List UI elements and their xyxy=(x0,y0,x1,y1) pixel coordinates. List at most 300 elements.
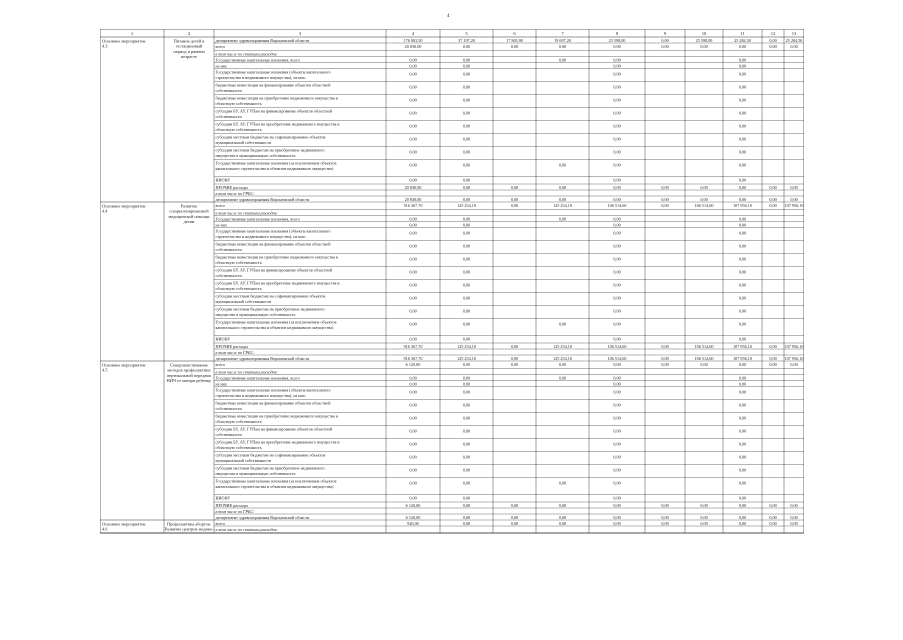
zero-cell: 0,00 xyxy=(738,415,747,421)
zero-cell: 0,00 xyxy=(409,57,417,63)
column-header: 10 xyxy=(701,31,707,36)
zero-cell: 0,00 xyxy=(409,136,417,142)
zero-cell: 0,00 xyxy=(462,415,471,421)
value-cell: 0,00 xyxy=(462,502,471,508)
value-cell: 0,00 xyxy=(661,355,669,361)
zero-cell: 0,00 xyxy=(738,495,747,501)
zero-cell: 0,00 xyxy=(738,123,747,129)
block-name-line: Совершенствование xyxy=(170,362,208,368)
source-label-cont: имущества в муниципальную собственность xyxy=(215,311,296,317)
column-header: 3 xyxy=(298,31,302,36)
zero-cell: 0,00 xyxy=(462,282,471,288)
source-label: Государственные капитальные вложения (за исключением объектов xyxy=(215,160,337,166)
zero-cell: 0,00 xyxy=(613,97,621,103)
zero-cell: 0,00 xyxy=(462,97,471,103)
zero-cell: 0,00 xyxy=(462,402,471,408)
block-kind: Основное мероприятие xyxy=(102,38,146,44)
zero-cell: 0,00 xyxy=(738,454,747,460)
column-header: 1 xyxy=(130,31,134,36)
zero-cell: 0,00 xyxy=(558,216,567,222)
zero-cell: 0,00 xyxy=(738,63,747,69)
value-cell: 37 197,20 xyxy=(458,37,475,43)
block-name-line: методов профилактики xyxy=(167,367,211,373)
zero-cell: 0,00 xyxy=(462,162,471,168)
value-cell: 0,00 xyxy=(510,343,519,349)
zero-cell: 0,00 xyxy=(738,467,747,473)
block-name-line: ВИЧ от матери ребенку xyxy=(166,378,212,384)
zero-cell: 0,00 xyxy=(613,389,621,395)
value-cell: 0,00 xyxy=(510,203,519,208)
zero-cell: 0,00 xyxy=(462,123,471,129)
value-cell: 0,00 xyxy=(790,502,798,508)
zero-cell: 0,00 xyxy=(613,381,621,387)
zero-cell: 0,00 xyxy=(409,454,417,460)
zero-cell: 0,00 xyxy=(462,428,471,434)
value-cell: 920,00 xyxy=(407,520,419,526)
page-number: 4 xyxy=(447,14,450,19)
value-cell: 0,00 xyxy=(738,514,747,520)
zero-cell: 0,00 xyxy=(613,495,621,501)
block-name-line: Профилактика абортов. xyxy=(166,521,212,527)
source-label-cont: капитального строительства и объектов недвижимого имущества) xyxy=(215,165,334,171)
zero-cell: 0,00 xyxy=(409,495,417,501)
zero-cell: 0,00 xyxy=(462,243,471,249)
value-cell: 106 514,60 xyxy=(694,343,714,349)
source-label: в том числе по статьям расходов: xyxy=(215,527,278,532)
zero-cell: 0,00 xyxy=(462,71,471,77)
source-label: субсидии местным бюджетам на софинансирование объектов xyxy=(215,452,326,458)
value-cell: 0,00 xyxy=(661,196,669,202)
zero-cell: 0,00 xyxy=(462,375,471,381)
value-cell: 0,00 xyxy=(510,44,519,49)
value-cell: 0,00 xyxy=(738,196,747,202)
source-label: субсидии БУ, АУ, ГУПам на финансирование объектов областной xyxy=(215,108,333,114)
zero-cell: 0,00 xyxy=(462,480,471,486)
source-label: Государственные капитальные вложения (объекты капитального xyxy=(215,69,331,75)
value-cell: 176 903,50 xyxy=(403,37,423,43)
zero-cell: 0,00 xyxy=(613,480,621,486)
value-cell: 125 254,10 xyxy=(457,343,476,349)
zero-cell: 0,00 xyxy=(613,230,621,236)
source-label-cont: муниципальной собственности xyxy=(215,139,272,145)
source-label-cont: капитального строительства и объектов недвижимого имущества) xyxy=(215,324,334,330)
zero-cell: 0,00 xyxy=(738,162,747,168)
zero-cell: 0,00 xyxy=(409,441,417,447)
source-label: субсидии БУ, АУ, ГУПам на приобретение недвижимого имущества в xyxy=(215,121,340,127)
value-cell: 0,00 xyxy=(738,362,747,367)
value-cell: 25 598,00 xyxy=(608,37,626,43)
block-kind: Основное мероприятие xyxy=(102,521,146,527)
zero-cell: 0,00 xyxy=(558,480,567,486)
zero-cell: 0,00 xyxy=(462,467,471,473)
value-cell: 17 865,90 xyxy=(506,37,523,43)
source-label-cont: муниципальной собственности xyxy=(215,298,272,304)
value-cell: 0,00 xyxy=(790,514,798,520)
zero-cell: 0,00 xyxy=(738,336,747,342)
value-cell: 0,00 xyxy=(790,520,798,526)
value-cell: 0,00 xyxy=(558,44,567,49)
zero-cell: 0,00 xyxy=(613,467,621,473)
value-cell: 0,00 xyxy=(613,514,621,520)
source-label: всего xyxy=(215,44,225,49)
zero-cell: 0,00 xyxy=(613,256,621,262)
source-label: субсидии местным бюджетам на приобретение недвижимого xyxy=(215,147,325,153)
value-cell: 0,00 xyxy=(613,362,621,367)
zero-cell: 0,00 xyxy=(738,57,747,63)
source-label: из них xyxy=(215,63,228,69)
zero-cell: 0,00 xyxy=(613,63,621,69)
zero-cell: 0,00 xyxy=(409,321,417,327)
source-label: в том числе по статьям расходов: xyxy=(215,369,278,375)
source-label: Государственные капитальные вложения, всего xyxy=(215,375,300,381)
zero-cell: 0,00 xyxy=(409,177,417,183)
value-cell: 0,00 xyxy=(700,362,708,367)
block-name-line: возрасте xyxy=(181,54,197,60)
value-cell: 125 254,10 xyxy=(553,355,572,361)
value-cell: 0,00 xyxy=(510,502,519,508)
value-cell: 0,00 xyxy=(558,502,567,508)
source-label: департамент здравоохранения Воронежской области xyxy=(215,514,310,520)
zero-cell: 0,00 xyxy=(409,269,417,275)
value-cell: 106 514,60 xyxy=(607,203,627,208)
value-cell: 0,00 xyxy=(661,203,669,208)
zero-cell: 0,00 xyxy=(613,216,621,222)
value-cell: 0,00 xyxy=(769,44,777,49)
value-cell: 0,00 xyxy=(558,196,567,202)
zero-cell: 0,00 xyxy=(738,230,747,236)
value-cell: 6 120,00 xyxy=(405,502,421,508)
block-kind: Основное мероприятие xyxy=(102,362,146,368)
value-cell: 916 367,70 xyxy=(403,203,423,208)
value-cell: 0,00 xyxy=(790,362,798,367)
zero-cell: 0,00 xyxy=(738,269,747,275)
source-label: Государственные капитальные вложения, всего xyxy=(215,216,300,222)
value-cell: 0,00 xyxy=(769,514,777,520)
value-cell: 0,00 xyxy=(510,520,519,526)
column-header: 5 xyxy=(465,31,468,36)
zero-cell: 0,00 xyxy=(738,110,747,116)
value-cell: 0,00 xyxy=(462,514,471,520)
zero-cell: 0,00 xyxy=(738,375,747,381)
value-cell: 0,00 xyxy=(790,196,798,202)
value-cell: 0,00 xyxy=(558,362,567,367)
zero-cell: 0,00 xyxy=(409,123,417,129)
value-cell: 0,00 xyxy=(462,520,471,526)
zero-cell: 0,00 xyxy=(409,71,417,77)
zero-cell: 0,00 xyxy=(462,256,471,262)
zero-cell: 0,00 xyxy=(738,389,747,395)
column-header: 13 xyxy=(791,31,797,36)
value-cell: 0,00 xyxy=(769,184,777,190)
value-cell: 0,00 xyxy=(738,184,747,190)
zero-cell: 0,00 xyxy=(613,222,621,228)
source-label: субсидии местным бюджетам на софинансирование объектов xyxy=(215,293,326,299)
value-cell: 0,00 xyxy=(769,355,777,361)
source-label: в том числе по ГРБС: xyxy=(215,508,255,514)
value-cell: 0,00 xyxy=(790,44,798,49)
source-label: субсидии БУ, АУ, ГУПам на финансирование объектов областной xyxy=(215,267,333,273)
value-cell: 0,00 xyxy=(661,44,669,49)
block-name-line: период и раннем xyxy=(173,48,205,54)
value-cell: 0,00 xyxy=(661,514,669,520)
value-cell: 0,00 xyxy=(700,514,708,520)
zero-cell: 0,00 xyxy=(409,295,417,301)
zero-cell: 0,00 xyxy=(462,149,471,155)
source-label-cont: строительства и недвижимого имущества), из них: xyxy=(215,74,306,80)
value-cell: 106 514,60 xyxy=(694,355,714,361)
source-label: бюджетные инвестиции на приобретение недвижимого имущества в xyxy=(215,254,338,260)
zero-cell: 0,00 xyxy=(738,308,747,314)
source-label-cont: областную собственность xyxy=(215,126,262,132)
block-number: 4.4 xyxy=(102,208,108,214)
table-svg xyxy=(100,29,804,601)
source-label: департамент здравоохранения Воронежской области xyxy=(215,355,310,361)
source-label: субсидии БУ, АУ, ГУПам на финансирование объектов областной xyxy=(215,426,333,432)
source-label: департамент здравоохранения Воронежской области xyxy=(215,196,310,202)
value-cell: 107 956,10 xyxy=(784,203,804,208)
block-kind: Основное мероприятие xyxy=(102,203,146,209)
source-label: в том числе по ГРБС: xyxy=(215,190,255,196)
column-header: 2 xyxy=(187,31,191,36)
value-cell: 0,00 xyxy=(613,196,621,202)
source-label-cont: строительства и недвижимого имущества), из них: xyxy=(215,392,306,398)
zero-cell: 0,00 xyxy=(462,495,471,501)
zero-cell: 0,00 xyxy=(462,230,471,236)
value-cell: 916 367,70 xyxy=(403,343,423,349)
zero-cell: 0,00 xyxy=(738,428,747,434)
zero-cell: 0,00 xyxy=(409,428,417,434)
zero-cell: 0,00 xyxy=(409,256,417,262)
value-cell: 0,00 xyxy=(462,44,471,49)
zero-cell: 0,00 xyxy=(462,84,471,90)
source-label: Государственные капитальные вложения (за исключением объектов xyxy=(215,478,337,484)
zero-cell: 0,00 xyxy=(738,321,747,327)
zero-cell: 0,00 xyxy=(462,57,471,63)
column-header: 4 xyxy=(411,31,415,36)
value-cell: 0,00 xyxy=(769,502,777,508)
source-label: бюджетные инвестиции на финансирование объектов областной xyxy=(215,82,331,88)
column-header: 8 xyxy=(615,31,619,36)
source-label: субсидии местным бюджетам на приобретение недвижимого xyxy=(215,465,325,471)
value-cell: 0,00 xyxy=(613,502,621,508)
source-label: всего xyxy=(215,520,225,526)
block-name-line: медицинской помощи xyxy=(168,213,210,219)
zero-cell: 0,00 xyxy=(613,428,621,434)
column-header: 7 xyxy=(561,31,564,36)
block-name-line: детям xyxy=(183,219,195,225)
zero-cell: 0,00 xyxy=(409,97,417,103)
value-cell: 20 830,00 xyxy=(404,196,422,202)
zero-cell: 0,00 xyxy=(462,269,471,275)
block-number: 4.6 xyxy=(102,526,108,532)
source-label: бюджетные инвестиции на приобретение недвижимого имущества в xyxy=(215,95,338,101)
value-cell: 106 514,60 xyxy=(607,355,627,361)
source-label-cont: собственности xyxy=(215,272,242,278)
source-label: ПРОЧИЕ расходы xyxy=(215,502,248,508)
block-name-line: специализированной xyxy=(169,208,209,214)
source-label: в том числе по статьям расходов: xyxy=(215,51,278,57)
value-cell: 0,00 xyxy=(510,196,519,202)
block-name-line: гестационный xyxy=(175,43,203,49)
zero-cell: 0,00 xyxy=(409,389,417,395)
source-label: всего xyxy=(215,203,225,208)
source-label-cont: собственности xyxy=(215,113,242,119)
value-cell: 0,00 xyxy=(661,502,669,508)
zero-cell: 0,00 xyxy=(462,216,471,222)
zero-cell: 0,00 xyxy=(613,149,621,155)
zero-cell: 0,00 xyxy=(409,222,417,228)
zero-cell: 0,00 xyxy=(613,336,621,342)
zero-cell: 0,00 xyxy=(613,295,621,301)
value-cell: 20 830,00 xyxy=(404,184,422,190)
source-label-cont: областную собственность xyxy=(215,100,262,106)
value-cell: 0,00 xyxy=(558,514,567,520)
source-label: ПРОЧИЕ расходы xyxy=(215,343,248,349)
source-label-cont: собственности xyxy=(215,431,242,437)
zero-cell: 0,00 xyxy=(738,84,747,90)
source-label: из них xyxy=(215,381,228,387)
zero-cell: 0,00 xyxy=(738,149,747,155)
value-cell: 0,00 xyxy=(790,184,798,190)
block-name-line: Развитие xyxy=(180,203,198,209)
source-label-cont: капитального строительства и объектов недвижимого имущества) xyxy=(215,483,334,489)
value-cell: 25 284,50 xyxy=(734,37,751,43)
zero-cell: 0,00 xyxy=(613,123,621,129)
value-cell: 0,00 xyxy=(769,343,777,349)
value-cell: 125 254,10 xyxy=(457,203,476,208)
zero-cell: 0,00 xyxy=(409,375,417,381)
column-header: 12 xyxy=(770,31,776,36)
value-cell: 125 254,10 xyxy=(457,355,476,361)
value-cell: 0,00 xyxy=(613,44,621,49)
source-label-cont: областную собственность xyxy=(215,285,262,291)
source-label: всего xyxy=(215,362,225,367)
value-cell: 0,00 xyxy=(613,184,621,190)
value-cell: 0,00 xyxy=(510,184,519,190)
zero-cell: 0,00 xyxy=(613,415,621,421)
value-cell: 0,00 xyxy=(661,343,669,349)
zero-cell: 0,00 xyxy=(613,243,621,249)
value-cell: 107 956,10 xyxy=(733,343,752,349)
zero-cell: 0,00 xyxy=(613,441,621,447)
source-label: бюджетные инвестиции на финансирование объектов областной xyxy=(215,400,331,406)
zero-cell: 0,00 xyxy=(738,177,747,183)
value-cell: 0,00 xyxy=(700,502,708,508)
value-cell: 106 514,60 xyxy=(607,343,627,349)
zero-cell: 0,00 xyxy=(738,295,747,301)
zero-cell: 0,00 xyxy=(738,222,747,228)
source-label: ПРОЧИЕ расходы xyxy=(215,184,248,190)
zero-cell: 0,00 xyxy=(409,402,417,408)
value-cell: 0,00 xyxy=(510,355,519,361)
source-label: в том числе по ГРБС: xyxy=(215,349,255,355)
value-cell: 107 956,10 xyxy=(733,355,752,361)
zero-cell: 0,00 xyxy=(462,110,471,116)
source-label: в том числе по статьям расходов: xyxy=(215,210,278,216)
value-cell: 0,00 xyxy=(510,362,519,367)
zero-cell: 0,00 xyxy=(409,63,417,69)
zero-cell: 0,00 xyxy=(462,222,471,228)
zero-cell: 0,00 xyxy=(613,454,621,460)
zero-cell: 0,00 xyxy=(738,381,747,387)
zero-cell: 0,00 xyxy=(409,243,417,249)
zero-cell: 0,00 xyxy=(409,84,417,90)
value-cell: 0,00 xyxy=(738,44,747,49)
value-cell: 6 120,00 xyxy=(405,514,421,520)
source-label: Государственные капитальные вложения (объекты капитального xyxy=(215,387,331,393)
zero-cell: 0,00 xyxy=(613,71,621,77)
zero-cell: 0,00 xyxy=(462,454,471,460)
zero-cell: 0,00 xyxy=(462,321,471,327)
value-cell: 107 956,10 xyxy=(733,203,752,208)
value-cell: 0,00 xyxy=(700,520,708,526)
zero-cell: 0,00 xyxy=(613,57,621,63)
block-number: 4.3 xyxy=(102,43,108,49)
value-cell: 0,00 xyxy=(462,362,471,367)
zero-cell: 0,00 xyxy=(613,375,621,381)
zero-cell: 0,00 xyxy=(738,71,747,77)
value-cell: 19 697,20 xyxy=(554,37,571,43)
block-number: 4.5 xyxy=(102,367,108,373)
column-header: 9 xyxy=(663,31,667,36)
source-label-cont: собственности xyxy=(215,246,242,252)
zero-cell: 0,00 xyxy=(462,389,471,395)
zero-cell: 0,00 xyxy=(613,162,621,168)
source-label: Государственные капитальные вложения (за исключением объектов xyxy=(215,319,337,325)
value-cell: 0,00 xyxy=(738,520,747,526)
value-cell: 0,00 xyxy=(462,184,471,190)
zero-cell: 0,00 xyxy=(613,177,621,183)
zero-cell: 0,00 xyxy=(738,243,747,249)
zero-cell: 0,00 xyxy=(409,110,417,116)
zero-cell: 0,00 xyxy=(558,57,567,63)
source-label: субсидии местным бюджетам на приобретение недвижимого xyxy=(215,306,325,312)
column-header: 6 xyxy=(513,31,516,36)
value-cell: 0,00 xyxy=(769,362,777,367)
zero-cell: 0,00 xyxy=(409,230,417,236)
zero-cell: 0,00 xyxy=(462,308,471,314)
value-cell: 0,00 xyxy=(661,184,669,190)
zero-cell: 0,00 xyxy=(613,84,621,90)
value-cell: 107 956,10 xyxy=(784,355,804,361)
source-label-cont: имущества в муниципальную собственность xyxy=(215,152,296,158)
zero-cell: 0,00 xyxy=(409,467,417,473)
zero-cell: 0,00 xyxy=(409,282,417,288)
source-label-cont: областную собственность xyxy=(215,444,262,450)
zero-cell: 0,00 xyxy=(613,136,621,142)
source-label-cont: имущества в муниципальную собственность xyxy=(215,470,296,476)
value-cell: 0,00 xyxy=(769,196,777,202)
source-label-cont: строительства и недвижимого имущества), из них: xyxy=(215,233,306,239)
source-label: бюджетные инвестиции на приобретение недвижимого имущества в xyxy=(215,413,338,419)
zero-cell: 0,00 xyxy=(462,441,471,447)
value-cell: 0,00 xyxy=(661,37,669,43)
value-cell: 25 284,50 xyxy=(785,37,803,43)
value-cell: 0,00 xyxy=(700,44,708,49)
zero-cell: 0,00 xyxy=(613,110,621,116)
value-cell: 0,00 xyxy=(769,37,777,43)
zero-cell: 0,00 xyxy=(558,321,567,327)
zero-cell: 0,00 xyxy=(462,63,471,69)
block-name-line: Питание детей в xyxy=(173,38,205,44)
source-label: из них xyxy=(215,222,228,228)
zero-cell: 0,00 xyxy=(738,480,747,486)
value-cell: 0,00 xyxy=(558,184,567,190)
zero-cell: 0,00 xyxy=(738,216,747,222)
value-cell: 106 514,60 xyxy=(694,203,714,208)
value-cell: 0,00 xyxy=(462,196,471,202)
zero-cell: 0,00 xyxy=(462,295,471,301)
